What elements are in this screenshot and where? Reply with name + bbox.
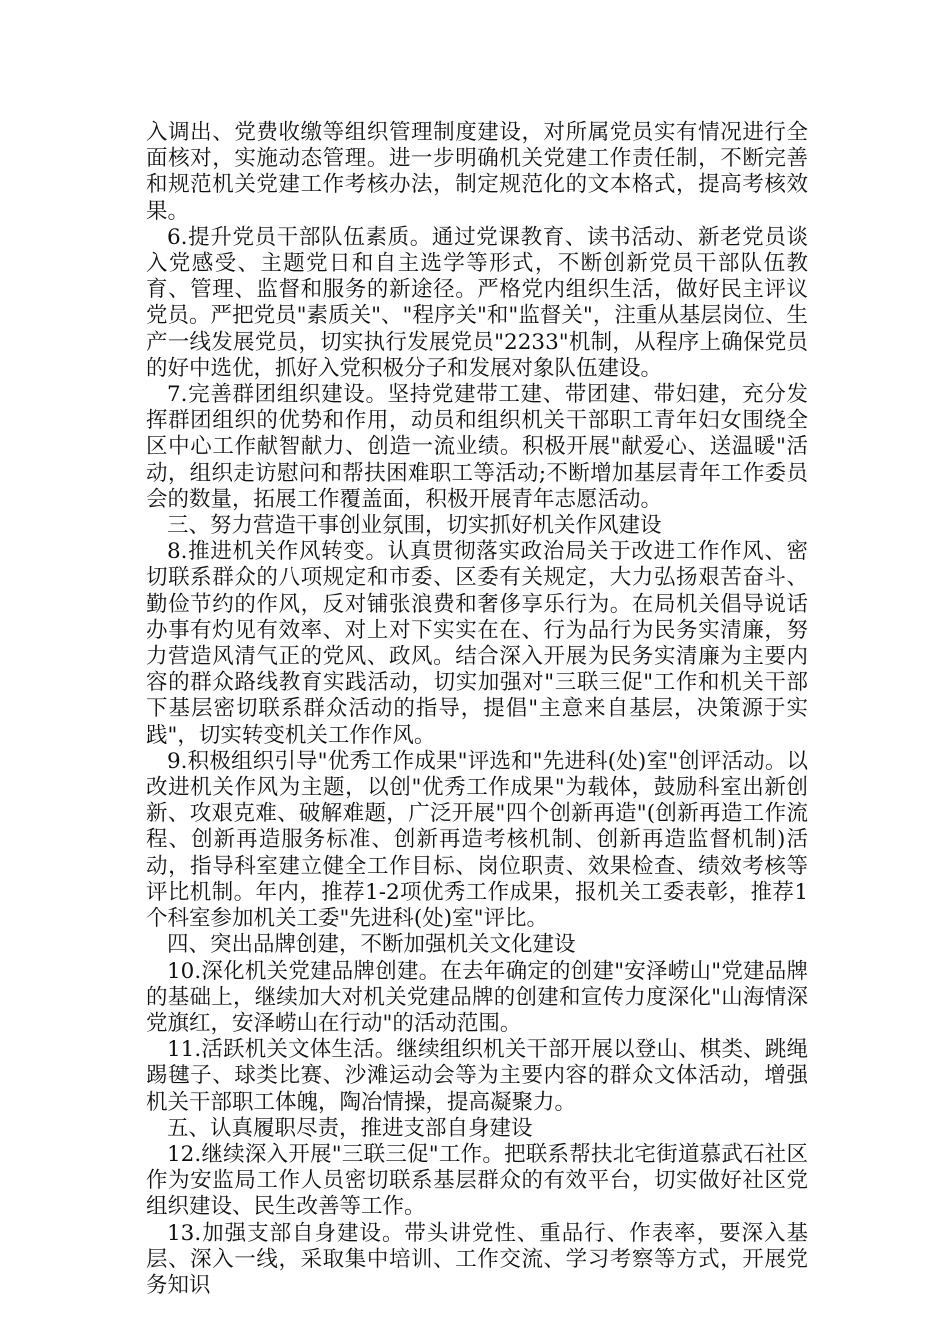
section-heading-4: 四、突出品牌创建，不断加强机关文化建设 [167,932,576,958]
paragraph-7: 11.活跃机关文体生活。继续组织机关干部开展以登山、棋类、跳绳踢毽子、球类比赛、沙滩运动会等为主要内容的群众文体活动，增强机关干部职工体魄，陶冶情操，提高凝聚力。 [146,1037,808,1115]
document-body [146,120,808,1299]
paragraph-6: 10.深化机关党建品牌创建。在去年确定的创建"安泽崂山"党建品牌的基础上，继续加大对机关党建品牌的创建和宣传力度深化"山海情深党旗红，安泽崂山在行动"的活动范围。 [146,958,808,1036]
paragraph-3: 7.完善群团组织建设。坚持党建带工建、带团建、带妇建，充分发挥群团组织的优势和作用，动员和组织机关干部职工青年妇女围绕全区中心工作献智献力、创造一流业绩。积极开展"献爱心、送温暖"活动，组织走访慰问和帮扶困难职工等活动;不断增加基层青年工作委员会的数量，拓展工作覆盖面，积极开展青年志愿活动。 [146,382,808,512]
section-heading-3: 三、努力营造干事创业氛围，切实抓好机关作风建设 [167,513,662,539]
paragraph-4: 8.推进机关作风转变。认真贯彻落实政治局关于改进工作作风、密切联系群众的八项规定和市委、区委有关规定，大力弘扬艰苦奋斗、勤俭节约的作风，反对铺张浪费和奢侈享乐行为。在局机关倡导说话办事有灼见有效率、对上对下实实在在、行为品行为民务实清廉，努力营造风清气正的党风、政风。结合深入开展为民务实清廉为主要内容的群众路线教育实践活动，切实加强对"三联三促"工作和机关干部下基层密切联系群众活动的指导，提倡"主意来自基层，决策源于实践"，切实转变机关工作作风。 [146,539,808,748]
section-heading-5: 五、认真履职尽责，推进支部自身建设 [167,1115,533,1141]
paragraph-5: 9.积极组织引导"优秀工作成果"评选和"先进科(处)室"创评活动。以改进机关作风为主题，以创"优秀工作成果"为载体，鼓励科室出新创新、攻艰克难、破解难题，广泛开展"四个创新再造"(创新再造工作流程、创新再造服务标准、创新再造考核机制、创新再造监督机制)活动，指导科室建立健全工作目标、岗位职责、效果检查、绩效考核等评比机制。年内，推荐1-2项优秀工作成果，报机关工委表彰，推荐1个科室参加机关工委"先进科(处)室"评比。 [146,748,808,932]
paragraph-2: 6.提升党员干部队伍素质。通过党课教育、读书活动、新老党员谈入党感受、主题党日和自主选学等形式，不断创新党员干部队伍教育、管理、监督和服务的新途径。严格党内组织生活，做好民主评议党员。严把党员"素质关"、"程序关"和"监督关"，注重从基层岗位、生产一线发展党员，切实执行发展党员"2233"机制，从程序上确保党员的好中选优，抓好入党积极分子和发展对象队伍建设。 [146,224,808,381]
paragraph-1: 入调出、党费收缴等组织管理制度建设，对所属党员实有情况进行全面核对，实施动态管理。进一步明确机关党建工作责任制，不断完善和规范机关党建工作考核办法，制定规范化的文本格式，提高考核效果。 [146,120,808,224]
paragraph-8: 12.继续深入开展"三联三促"工作。把联系帮扶北宅街道慕武石社区作为安监局工作人员密切联系基层群众的有效平台，切实做好社区党组织建设、民生改善等工作。 [146,1141,808,1220]
paragraph-9: 13.加强支部自身建设。带头讲党性、重品行、作表率，要深入基层、深入一线，采取集中培训、工作交流、学习考察等方式，开展党务知识 [146,1220,808,1298]
